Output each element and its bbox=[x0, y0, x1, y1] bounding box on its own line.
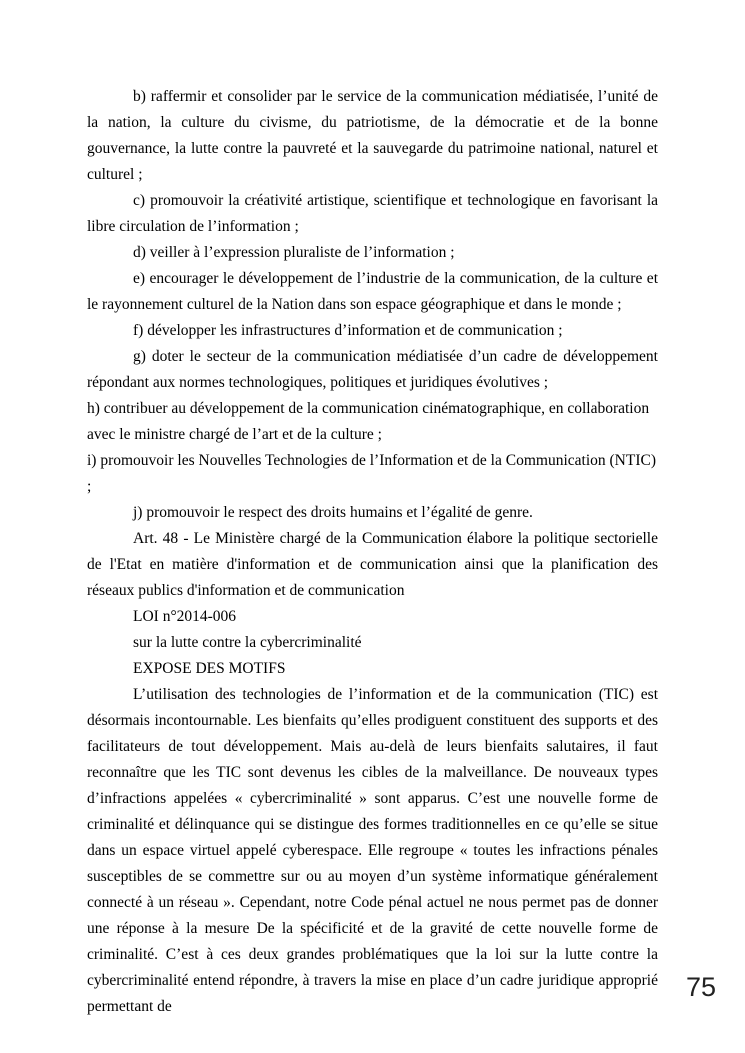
paragraph-item-g: g) doter le secteur de la communication médiatisée d’un cadre de développement répondant aux normes technologiques, politiques et juridiques évolutives ; bbox=[87, 348, 658, 391]
paragraph-item-c: c) promouvoir la créativité artistique, scientifique et technologique en favorisant la libre circulation de l’information ; bbox=[87, 192, 658, 235]
page-number: 75 bbox=[685, 972, 716, 1002]
law-subtitle: sur la lutte contre la cybercriminalité bbox=[133, 634, 362, 651]
paragraph-item-b: b) raffermir et consolider par le service de la communication médiatisée, l’unité de la nation, la culture du civisme, du patriotisme, de la démocratie et de la bonne gouvernance, la lutte contre la pauvreté et la sauvegarde du patrimoine national, naturel et culturel ; bbox=[87, 88, 658, 183]
expose-motifs-heading: EXPOSE DES MOTIFS bbox=[133, 660, 286, 677]
paragraph-item-e: e) encourager le développement de l’industrie de la communication, de la culture et le rayonnement culturel de la Nation dans son espace géographique et dans le monde ; bbox=[87, 270, 658, 313]
paragraph-article-48: Art. 48 - Le Ministère chargé de la Communication élabore la politique sectorielle de l'Etat en matière d'information et de communication ainsi que la planification des réseaux publics d'information et de communication bbox=[87, 530, 658, 599]
paragraph-item-j: j) promouvoir le respect des droits humains et l’égalité de genre. bbox=[133, 504, 533, 521]
paragraph-item-f: f) développer les infrastructures d’information et de communication ; bbox=[133, 322, 563, 339]
paragraph-item-h: h) contribuer au développement de la communication cinématographique, en collaboration avec le ministre chargé de l’art et de la culture ; bbox=[87, 400, 650, 443]
law-title: LOI n°2014-006 bbox=[133, 608, 237, 625]
paragraph-item-d: d) veiller à l’expression pluraliste de l’information ; bbox=[133, 244, 455, 261]
paragraph-expose-intro: L’utilisation des technologies de l’information et de la communication (TIC) est désormais incontournable. Les bienfaits qu’elles prodiguent constituent des supports et des facilitateurs de tout développement. Mais au-delà de leurs bienfaits salutaires, il faut reconnaître que les TIC sont devenus les cibles de la malveillance. De nouveaux types d’infractions appelées « cybercriminalité » sont apparus. C’est une nouvelle forme de criminalité et délinquance qui se distingue des formes traditionnelles en ce qu’elle se situe dans un espace virtuel appelé cyberespace. Elle regroupe « toutes les infractions pénales susceptibles de se commettre sur ou au moyen d’un système informatique généralement connecté à un réseau ». Cependant, notre Code pénal actuel ne nous permet pas de donner une réponse à la mesure De la spécificité et de la gravité de cette nouvelle forme de criminalité. C’est à ces deux grandes problématiques que la loi sur la lutte contre la cybercriminalité entend répondre, à travers la mise en place d’un cadre juridique approprié permettant de bbox=[87, 686, 658, 1015]
paragraph-item-i: i) promouvoir les Nouvelles Technologies de l’Information et de la Communication (NTIC) ; bbox=[87, 452, 656, 495]
document-content bbox=[87, 84, 658, 1020]
